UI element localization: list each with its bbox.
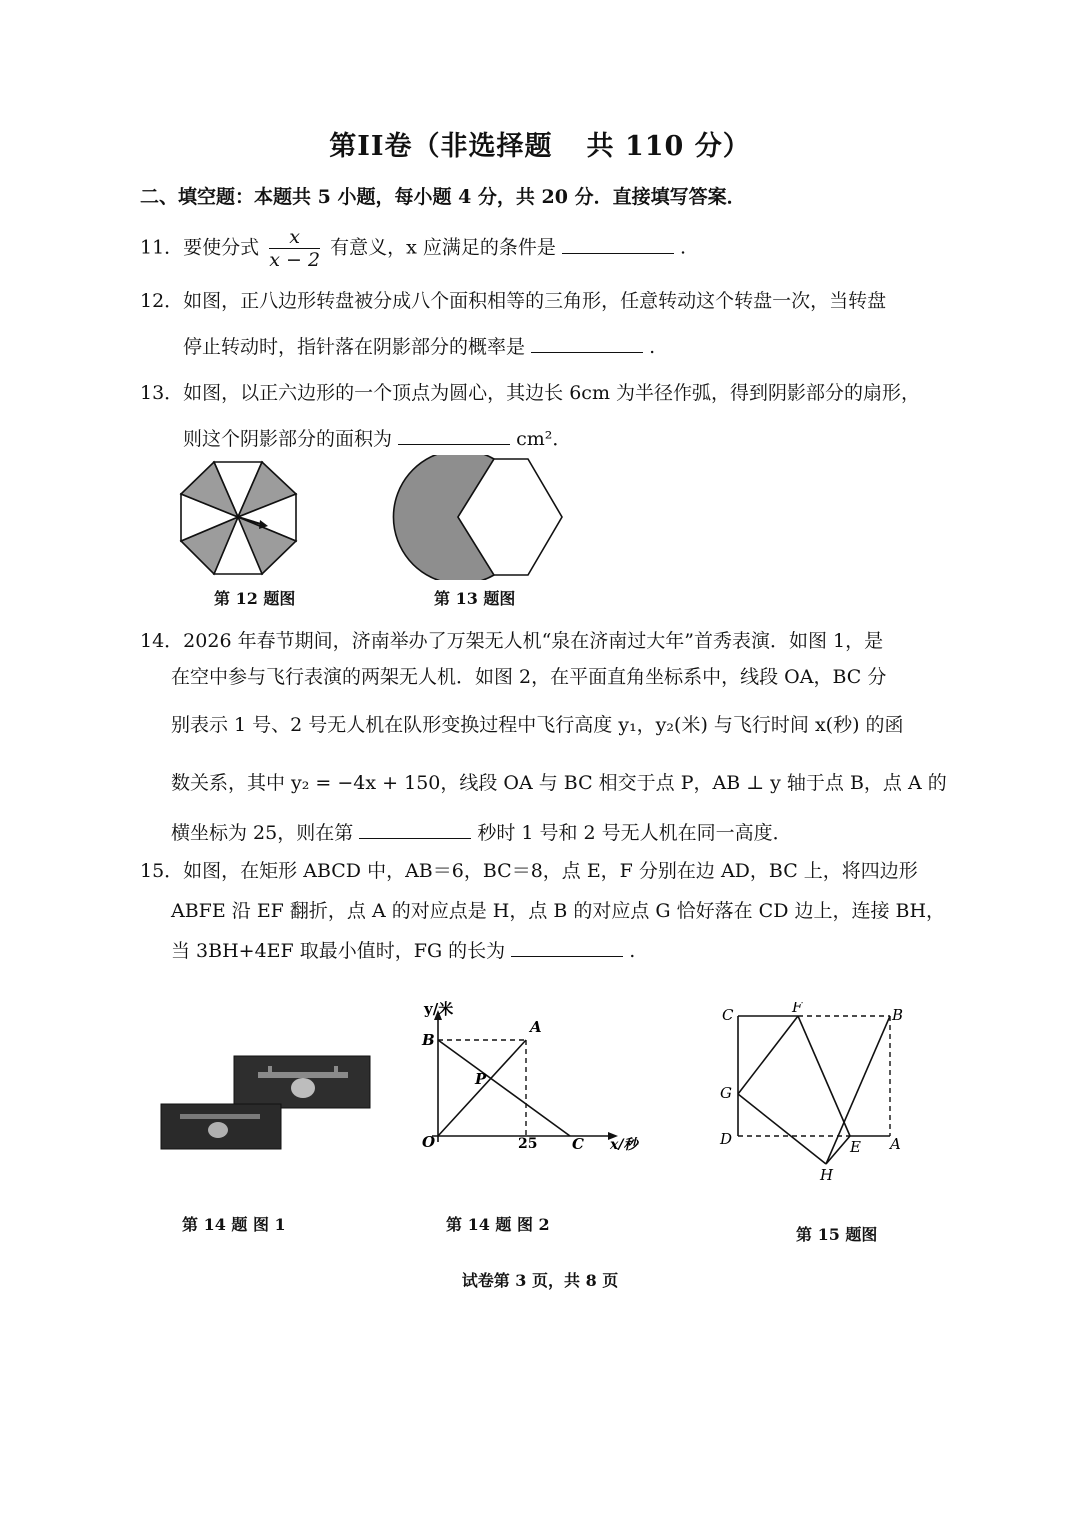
q15-answer-blank[interactable]	[511, 936, 623, 957]
q14-line2: 在空中参与飞行表演的两架无人机．如图 2，在平面直角坐标系中，线段 OA，BC 分	[171, 666, 887, 688]
page-title	[0, 124, 1080, 163]
q15-line3: 当 3BH+4EF 取最小值时，FG 的长为	[171, 940, 506, 962]
x-axis-label: x/秒	[610, 1137, 638, 1153]
q15-line2: ABFE 沿 EF 翻折，点 A 的对应点是 H，点 B 的对应点 G 恰好落在 CD 边上，连接 BH，	[171, 900, 946, 922]
label-A: A	[530, 1018, 542, 1036]
label-B: B	[892, 1006, 904, 1024]
q12-line1: 12．如图，正八边形转盘被分成八个面积相等的三角形，任意转动这个转盘一次，当转盘	[140, 290, 887, 312]
caption-fig13: 第 13 题图	[434, 589, 516, 608]
q12-end: .	[649, 336, 656, 358]
caption-fig14-2: 第 14 题 图 2	[446, 1215, 550, 1234]
label-O: O	[422, 1133, 436, 1151]
label-E: E	[850, 1138, 861, 1156]
q14-line1: 14．2026 年春节期间，济南举办了万架无人机“泉在济南过大年”首秀表演．如图 1，是	[140, 630, 884, 652]
q11-denominator: x − 2	[269, 249, 321, 271]
segment-BC	[438, 1040, 570, 1136]
q14-line5b: 秒时 1 号和 2 号无人机在同一高度．	[477, 822, 792, 844]
figure-14-graph	[410, 996, 660, 1160]
label-F: F	[792, 1002, 803, 1016]
label-C: C	[572, 1135, 584, 1153]
q14-line5	[171, 818, 792, 845]
caption-fig14-1: 第 14 题 图 1	[182, 1215, 286, 1234]
caption-fig12: 第 12 题图	[214, 589, 296, 608]
q11-fraction	[269, 226, 320, 271]
title-part: 第II卷（非选择题	[329, 131, 553, 162]
figure-14-drone-photos	[158, 1052, 373, 1152]
label-B: B	[422, 1031, 435, 1049]
segment-GF	[738, 1016, 798, 1094]
section-heading: 二、填空题：本题共 5 小题，每小题 4 分，共 20 分．直接填写答案．	[140, 186, 746, 208]
q11-numerator: x	[269, 226, 320, 249]
q14-line5a: 横坐标为 25，则在第	[171, 822, 354, 844]
figure-13-hexagon	[392, 455, 572, 580]
q14-line3: 别表示 1 号、2 号无人机在队形变换过程中飞行高度 y₁，y₂(米) 与飞行时间 x(秒) 的函	[171, 714, 904, 736]
y-axis-label: y/米	[424, 1000, 454, 1018]
q12-line2-wrap	[183, 332, 655, 359]
segment-GH	[738, 1094, 826, 1164]
tick-25: 25	[518, 1136, 538, 1152]
q11-after: 有意义，x 应满足的条件是	[330, 236, 556, 259]
segment-HE	[826, 1136, 850, 1164]
question-11	[140, 226, 686, 271]
q14-answer-blank[interactable]	[359, 818, 471, 839]
q12-line2: 停止转动时，指针落在阴影部分的概率是	[183, 336, 526, 358]
figure-15-rectangle	[714, 1002, 914, 1182]
segment-OA	[438, 1040, 526, 1136]
segment-FE	[798, 1016, 850, 1136]
label-A: A	[890, 1135, 901, 1153]
q14-line4: 数关系，其中 y₂ = −4x + 150，线段 OA 与 BC 相交于点 P，AB ⊥ y 轴于点 B，点 A 的	[171, 772, 947, 794]
title-points: 共 110 分）	[586, 131, 751, 162]
label-P: P	[475, 1070, 487, 1088]
label-H: H	[820, 1166, 834, 1182]
caption-fig15: 第 15 题图	[796, 1225, 878, 1244]
figure-12-octagon	[176, 455, 301, 580]
q11-before: 11．要使分式	[140, 236, 260, 259]
q15-end: .	[629, 940, 636, 962]
q11-answer-blank[interactable]	[562, 233, 674, 254]
q13-line2-wrap	[183, 424, 571, 451]
q15-line1: 15．如图，在矩形 ABCD 中，AB＝6，BC＝8，点 E，F 分别在边 AD，BC 上，将四边形	[140, 860, 918, 882]
q15-line3-wrap	[171, 936, 635, 963]
q12-answer-blank[interactable]	[531, 332, 643, 353]
q13-unit: cm²．	[516, 428, 572, 450]
label-G: G	[720, 1084, 732, 1102]
q13-answer-blank[interactable]	[398, 424, 510, 445]
q13-line2: 则这个阴影部分的面积为	[183, 428, 393, 450]
page-footer: 试卷第 3 页，共 8 页	[461, 1271, 619, 1290]
label-C: C	[722, 1006, 734, 1024]
label-D: D	[720, 1130, 733, 1148]
q11-end: .	[679, 236, 686, 259]
q13-line1: 13．如图，以正六边形的一个顶点为圆心，其边长 6cm 为半径作弧，得到阴影部分的扇形，	[140, 382, 921, 404]
